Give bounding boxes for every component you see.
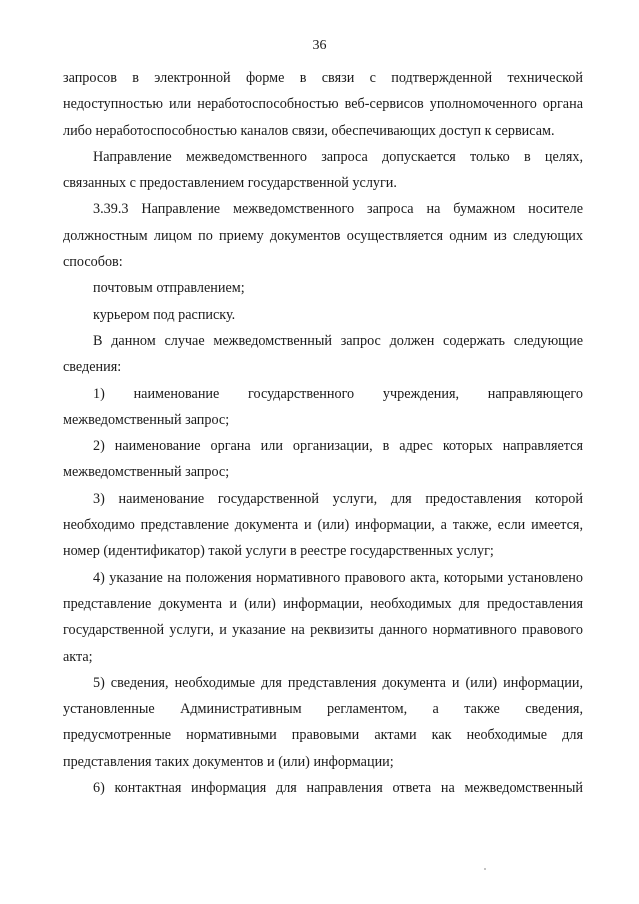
paragraph-3-39-3: 3.39.3 Направление межведомственного запроса на бумажном носителе должностным лицом по приему документов осуществляется одним из следующих способов: [63,201,583,271]
list-item-postal: почтовым отправлением; [93,280,245,297]
list-item-1: 1) наименование государственного учреждения, направляющего межведомственный запрос; [63,385,583,428]
list-item-6: 6) контактная информация для направления ответа на межведомственный [93,780,583,797]
page-number: 36 [312,38,327,53]
list-item-3: 3) наименование государственной услуги, для предоставления которой необходимо представление документа и (или) информации, а также, если имеется, номер (идентификатор) такой услуги в реестре государственных услуг; [63,490,583,560]
paragraph-request-contents: В данном случае межведомственный запрос должен содержать следующие сведения: [63,332,583,376]
paragraph-purpose: Направление межведомственного запроса допускается только в целях, связанных с предоставлением государственной услуги. [63,148,583,192]
list-item-4: 4) указание на положения нормативного правового акта, которыми установлено представление документа и (или) информации, необходимых для предоставления государственной услуги, и указание на реквизиты данного нормативного правового акта; [63,569,583,665]
list-item-2: 2) наименование органа или организации, в адрес которых направляется межведомственный запрос; [63,438,583,481]
list-item-courier: курьером под расписку. [93,306,236,323]
paragraph-continuation: запросов в электронной форме в связи с подтвержденной технической недоступностью или неработоспособностью веб-сервисов уполномоченного органа либо неработоспособностью каналов связи, обеспечивающих доступ к сервисам. [63,70,583,139]
list-item-5: 5) сведения, необходимые для представления документа и (или) информации, установленные Административным регламентом, а также сведения, предусмотренные нормативными правовыми актами как необходимые для представления таких документов и (или) информации; [63,674,583,770]
document-body [63,65,583,801]
scan-speck [484,868,486,870]
